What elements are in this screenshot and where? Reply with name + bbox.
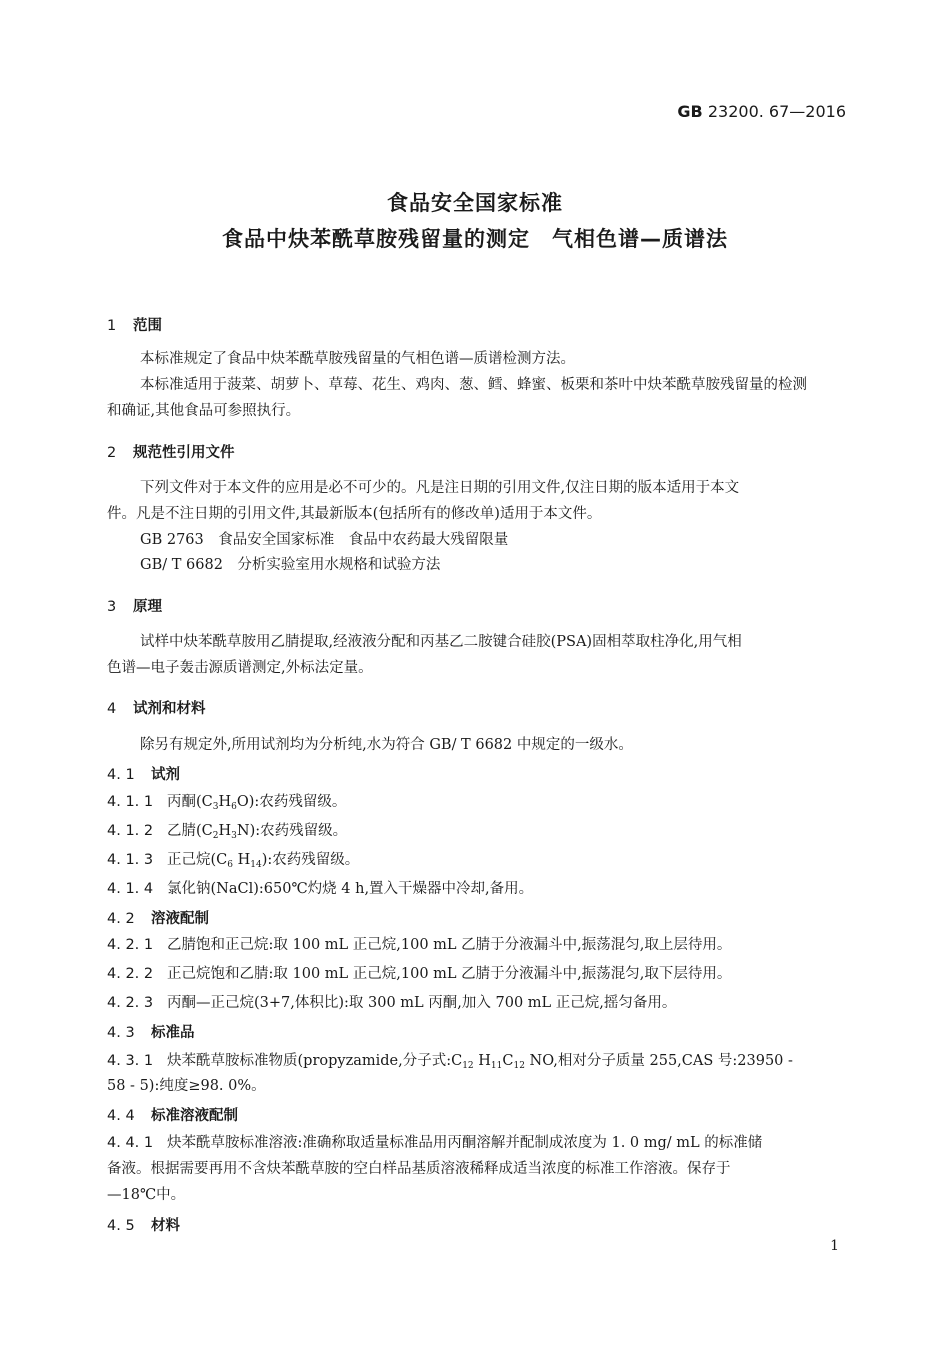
item-4-1-3: 4. 1. 3 正己烷($C_6$ $H_{14}$):农药残留级。 bbox=[107, 852, 360, 870]
item-4-4-1-cont-1: 备液。根据需要再用不含炔苯酰草胺的空白样品基质溶液稀释成适当浓度的标准工作溶液。保存于 bbox=[107, 1161, 731, 1177]
section-2-para-1b: 件。凡是不注日期的引用文件,其最新版本(包括所有的修改单)适用于本文件。 bbox=[107, 506, 602, 522]
item-4-1-2: 4. 1. 2 乙腈$(C_2H_3N)$:农药残留级。 bbox=[107, 823, 348, 841]
section-3-heading: 3 原理 bbox=[107, 599, 162, 615]
section-1-para-2a: 本标准适用于菠菜、胡萝卜、草莓、花生、鸡肉、葱、鳕、蜂蜜、板栗和茶叶中炔苯酰草胺残留量的检测 bbox=[140, 377, 807, 393]
item-4-2-2: 4. 2. 2 正己烷饱和乙腈:取 100 mL 正己烷,100 mL 乙腈于分液漏斗中,振荡混匀,取下层待用。 bbox=[107, 966, 732, 982]
page-number: 1 bbox=[830, 1238, 839, 1254]
section-4-heading: 4 试剂和材料 bbox=[107, 701, 206, 717]
section-4-3-heading: 4. 3 标准品 bbox=[107, 1025, 195, 1041]
reference-gbt6682: GB/ T 6682 分析实验室用水规格和试验方法 bbox=[140, 557, 441, 573]
section-3-para-1a: 试样中炔苯酰草胺用乙腈提取,经液液分配和丙基乙二胺键合硅胶(PSA)固相萃取柱净化,用气相 bbox=[140, 634, 742, 650]
item-4-1-1: 4. 1. 1 丙酮$(C_3H_6O)$:农药残留级。 bbox=[107, 794, 347, 812]
section-1-para-2b: 和确证,其他食品可参照执行。 bbox=[107, 403, 301, 419]
item-4-2-3: 4. 2. 3 丙酮—正己烷(3+7,体积比):取 300 mL 丙酮,加入 700 mL 正己烷,摇匀备用。 bbox=[107, 995, 677, 1011]
item-4-4-1: 4. 4. 1 炔苯酰草胺标准溶液:准确称取适量标准品用丙酮溶解并配制成浓度为 1. 0 mg/ mL 的标准储 bbox=[107, 1135, 763, 1151]
section-4-1-heading: 4. 1 试剂 bbox=[107, 767, 180, 783]
section-4-4-heading: 4. 4 标准溶液配制 bbox=[107, 1108, 238, 1124]
document-title-line2: 食品中炔苯酰草胺残留量的测定 气相色谱—质谱法 bbox=[222, 227, 728, 251]
item-4-2-1: 4. 2. 1 乙腈饱和正己烷:取 100 mL 正己烷,100 mL 乙腈于分液漏斗中,振荡混匀,取上层待用。 bbox=[107, 937, 732, 953]
reference-gb2763: GB 2763 食品安全国家标准 食品中农药最大残留限量 bbox=[140, 532, 509, 548]
standard-code: GB 23200. 67—2016 bbox=[677, 102, 846, 121]
section-2-heading: 2 规范性引用文件 bbox=[107, 445, 235, 461]
item-4-1-4: 4. 1. 4 氯化钠(NaCl):650℃灼烧 4 h,置入干燥器中冷却,备用。 bbox=[107, 881, 534, 897]
section-4-5-heading: 4. 5 材料 bbox=[107, 1218, 180, 1234]
document-title-line1: 食品安全国家标准 bbox=[387, 191, 563, 215]
section-3-para-1b: 色谱—电子轰击源质谱测定,外标法定量。 bbox=[107, 660, 373, 676]
item-4-3-1: 4. 3. 1 炔苯酰草胺标准物质(propyzamide,分子式$:C_{12}$ $H_{11}C_{12}$ NO,相对分子质量 255,CAS 号:23950 - bbox=[107, 1053, 793, 1071]
section-2-para-1a: 下列文件对于本文件的应用是必不可少的。凡是注日期的引用文件,仅注日期的版本适用于本文 bbox=[140, 480, 740, 496]
item-4-3-1-cont: 58 - 5):纯度≥98. 0%。 bbox=[107, 1078, 266, 1094]
section-1-heading: 1 范围 bbox=[107, 318, 162, 334]
section-1-para-1: 本标准规定了食品中炔苯酰草胺残留量的气相色谱—质谱检测方法。 bbox=[140, 351, 575, 367]
section-4-2-heading: 4. 2 溶液配制 bbox=[107, 911, 209, 927]
item-4-4-1-cont-2: —18℃中。 bbox=[107, 1187, 186, 1203]
section-4-para-1: 除另有规定外,所用试剂均为分析纯,水为符合 GB/ T 6682 中规定的一级水。 bbox=[140, 737, 633, 753]
